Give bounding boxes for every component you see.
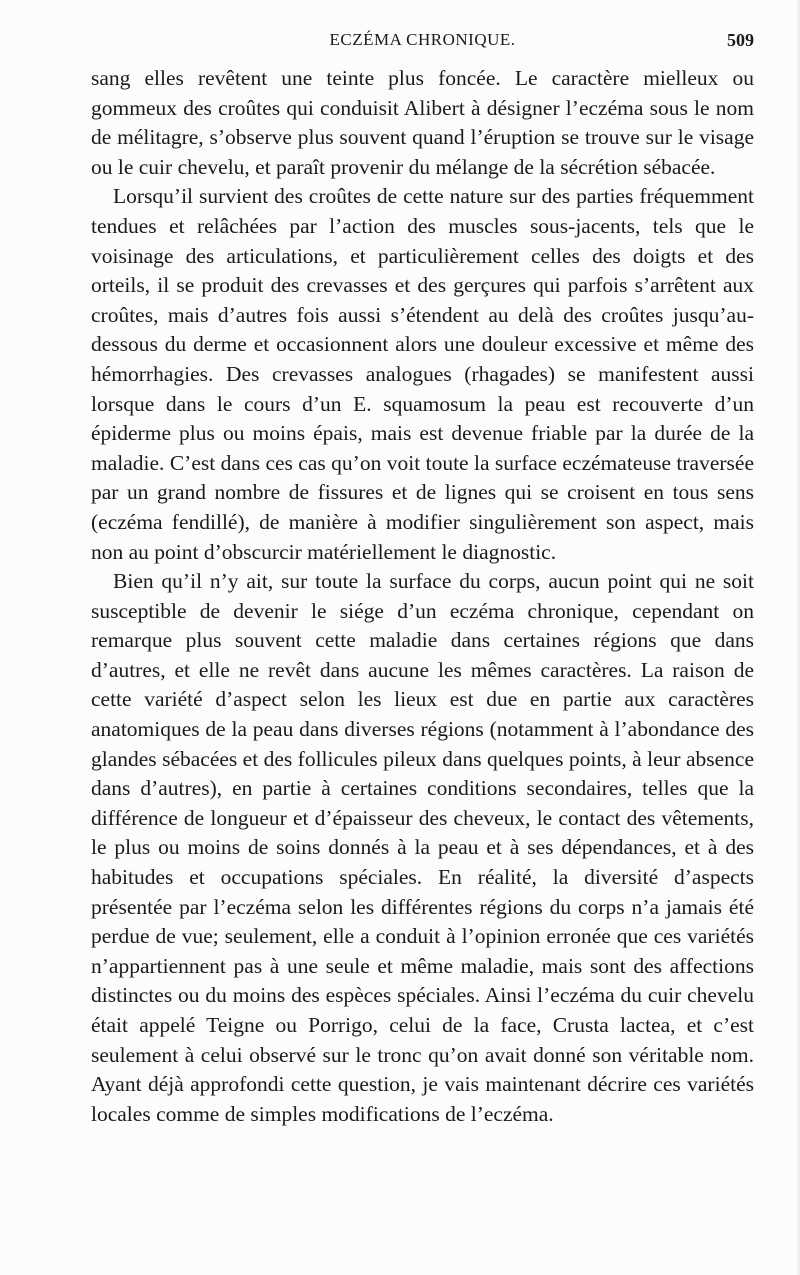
running-head: ECZÉMA CHRONIQUE.: [329, 30, 516, 49]
paragraph-continuation: sang elles revêtent une teinte plus foncée. Le caractère mielleux ou gommeux des croûtes qui conduisit Alibert à désigner l’eczéma sous le nom de mélitagre, s’observe plus souvent quand l’éruption se trouve sur le visage ou le cuir chevelu, et paraît provenir du mélange de la sécrétion sébacée.: [91, 66, 754, 179]
scan-edge-shadow: [796, 0, 800, 1275]
paragraph-regions: Bien qu’il n’y ait, sur toute la surface du corps, aucun point qui ne soit susceptible de devenir le siége d’un eczéma chronique, cependant on remarque plus souvent cette maladie dans certaines régions que dans d’autres, et elle ne revêt dans aucune les mêmes caractères. La raison de cette variété d’aspect selon les lieux est due en partie aux caractères anatomiques de la peau dans diverses régions (notamment à l’abondance des glandes sébacées et des follicules pileux dans quelques points, à leur absence dans d’autres), en partie à certaines conditions secondaires, telles que la différence de longueur et d’épaisseur des cheveux, le contact des vêtements, le plus ou moins de soins donnés à la peau et à ses dépendances, et à des habitudes et occupations spéciales. En réalité, la diversité d’aspects présentée par l’eczéma selon les différentes régions du corps n’a jamais été perdue de vue; seulement, elle a conduit à l’opinion erronée que ces variétés n’appartiennent pas à une seule et même maladie, mais sont des affections distinctes ou du moins des espèces spéciales. Ainsi l’eczéma du cuir chevelu était appelé Teigne ou Porrigo, celui de la face, Crusta lactea, et c’est seulement à celui observé sur le tronc qu’on avait donné son véritable nom. Ayant déjà approfondi cette question, je vais maintenant décrire ces variétés locales comme de simples modifications de l’eczéma.: [91, 569, 754, 1126]
paragraph-crevasses: Lorsqu’il survient des croûtes de cette nature sur des parties fréquemment tendues et relâchées par l’action des muscles sous-jacents, tels que le voisinage des articulations, et particulièrement celles des doigts et des orteils, il se produit des crevasses et des gerçures qui parfois s’arrêtent aux croûtes, mais d’autres fois aussi s’étendent au delà des croûtes jusqu’au-dessous du derme et occasionnent alors une douleur excessive et même des hémorrhagies. Des crevasses analogues (rhagades) se manifestent aussi lorsque dans le cours d’un E. squamosum la peau est recouverte d’un épiderme plus ou moins épais, mais est devenue friable par la durée de la maladie. C’est dans ces cas qu’on voit toute la surface eczémateuse traversée par un grand nombre de fissures et de lignes qui se croisent en tous sens (eczéma fendillé), de manière à modifier singulièrement son aspect, mais non au point d’obscurcir matériellement le diagnostic.: [91, 184, 754, 564]
page-header: [91, 30, 754, 60]
body-text: [91, 64, 754, 1129]
page-number: 509: [727, 30, 754, 50]
